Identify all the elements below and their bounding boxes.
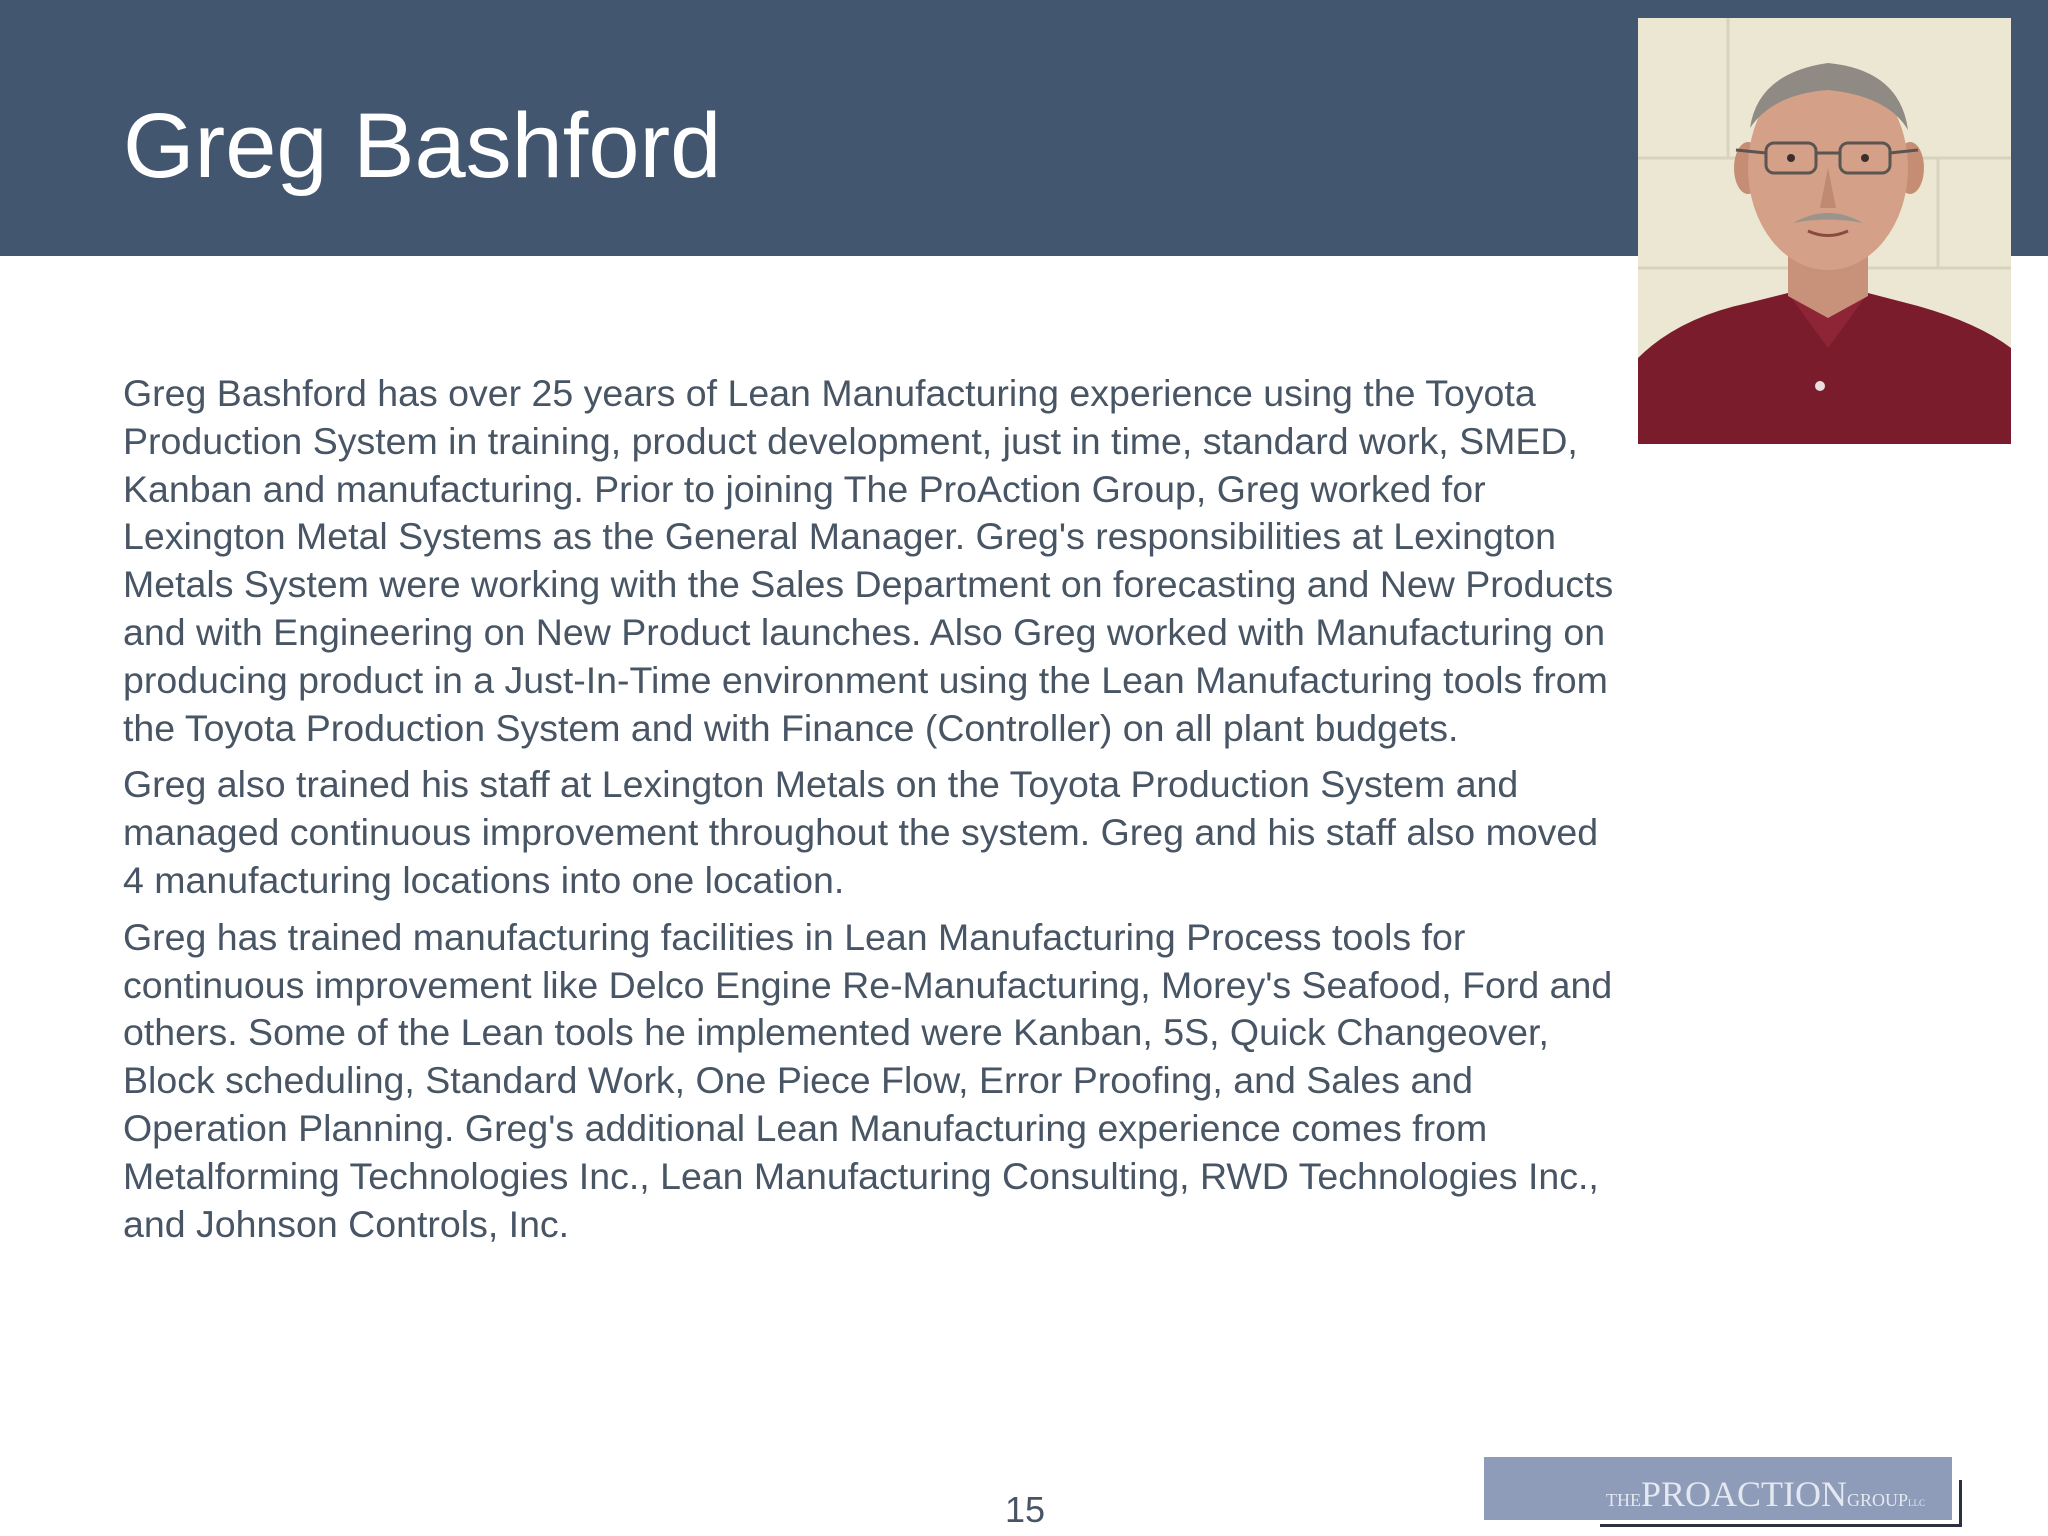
logo-mark: LLC [1908,1498,1926,1508]
portrait-photo [1638,18,2011,444]
bio-paragraph: Greg Bashford has over 25 years of Lean Manufacturing experience using the Toyota Production System in training, product development, just in time, standard work, SMED, Kanban and manufacturing. Prior to joining The ProAction Group, Greg worked for Lexington Metal Systems as the General Manager. Greg's responsibilities at Lexington Metals System were working with the Sales Department on forecasting and New Products and with Engineering on New Product launches. Also Greg worked with Manufacturing on producing product in a Just-In-Time environment using the Lean Manufacturing tools from the Toyota Production System and with Finance (Controller) on all plant budgets. [123,372,1614,749]
bio-paragraph: Greg also trained his staff at Lexington Metals on the Toyota Production System and managed continuous improvement throughout the system. Greg and his staff also moved 4 manufacturing locations into one location. [123,763,1599,901]
logo-suffix: GROUP [1847,1490,1909,1510]
logo-prefix: THE [1606,1490,1641,1510]
page-number: 15 [1004,1489,1046,1530]
bio-text [123,370,1623,1257]
bio-paragraph: Greg has trained manufacturing facilities in Lean Manufacturing Process tools for continuous improvement like Delco Engine Re-Manufacturing, Morey's Seafood, Ford and others. Some of the Lean tools he implemented were Kanban, 5S, Quick Changeover, Block scheduling, Standard Work, One Piece Flow, Error Proofing, and Sales and Operation Planning. Greg's additional Lean Manufacturing experience comes from Metalforming Technologies Inc., Lean Manufacturing Consulting, RWD Technologies Inc., and Johnson Controls, Inc. [123,915,1613,1245]
logo-name: PROACTION [1641,1474,1848,1514]
logo-wordmark [1606,1473,1925,1515]
slide-title: Greg Bashford [123,95,722,197]
